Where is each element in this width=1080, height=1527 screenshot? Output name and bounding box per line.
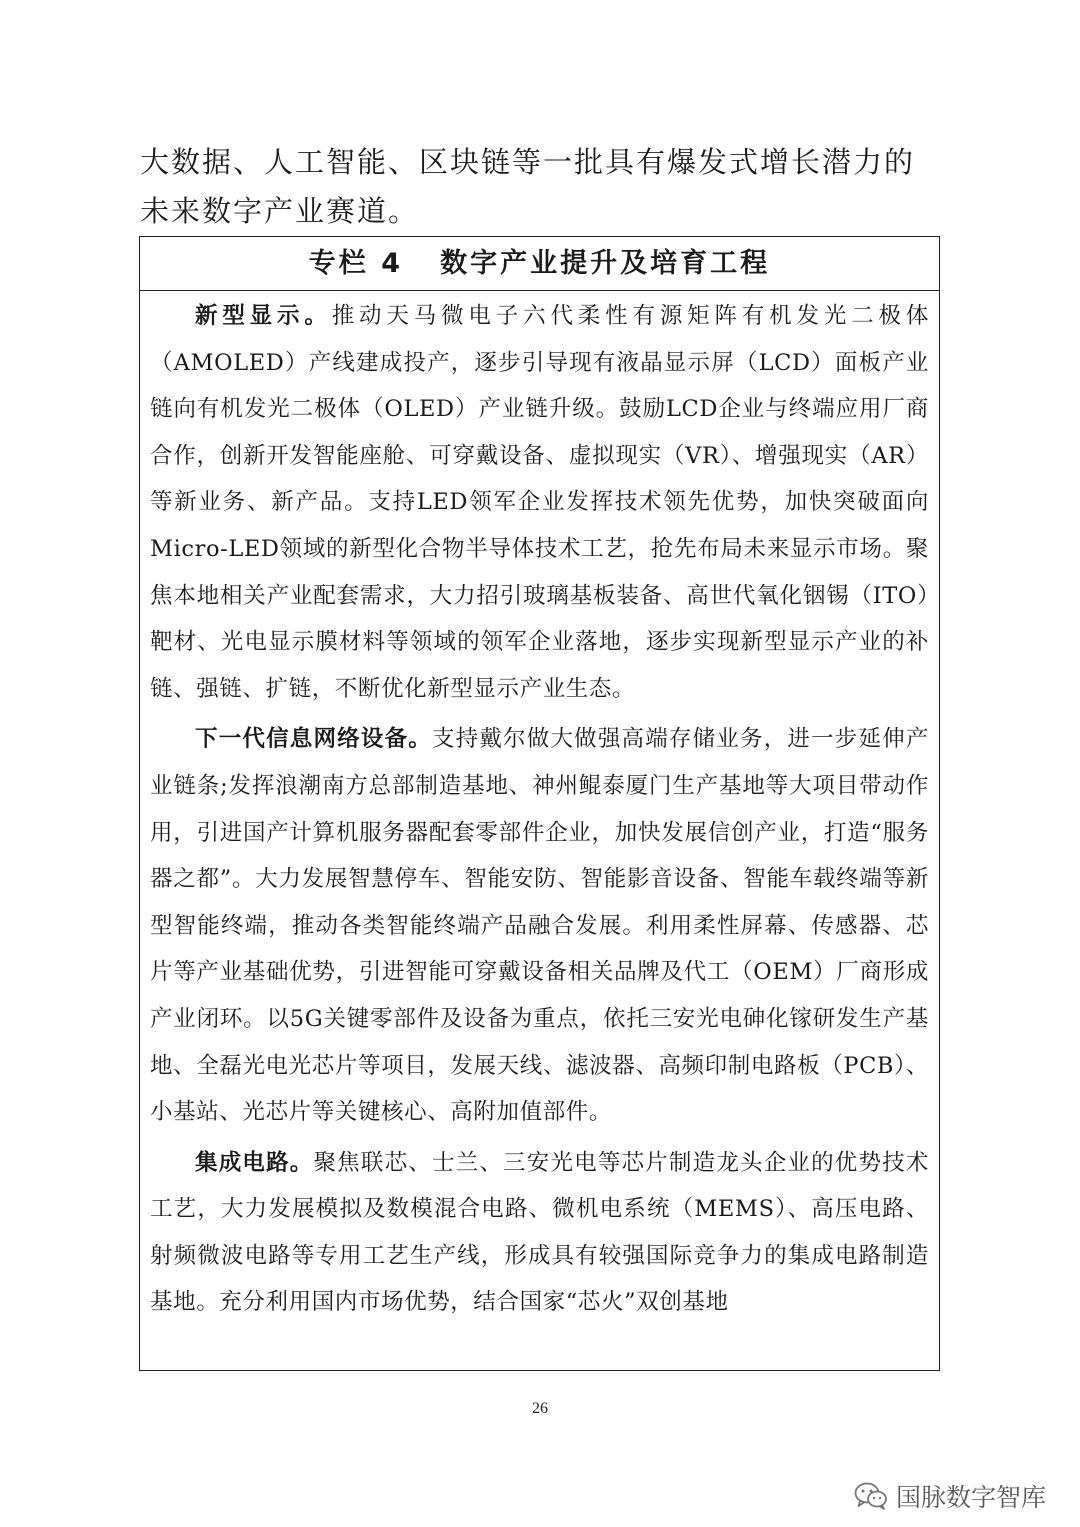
box-body: [140, 291, 939, 1326]
section-network-equipment: [150, 716, 929, 1135]
watermark: [854, 1478, 1046, 1514]
feature-box: [139, 236, 940, 1371]
section-lead: 下一代信息网络设备。: [195, 726, 432, 753]
wechat-icon: [854, 1482, 888, 1510]
section-text: 支持戴尔做大做强高端存储业务，进一步延伸产业链条;发挥浪潮南方总部制造基地、神州鲲泰厦门生产基地等大项目带动作用，引进国产计算机服务器配套零部件企业，加快发展信创产业，打造“服务器之都”。大力发展智慧停车、智能安防、智能影音设备、智能车载终端等新型智能终端，推动各类智能终端产品融合发展。利用柔性屏幕、传感器、芯片等产业基础优势，引进智能可穿戴设备相关品牌及代工（OEM）厂商形成产业闭环。以5G关键零部件及设备为重点，依托三安光电砷化镓研发生产基地、全磊光电光芯片等项目，发展天线、滤波器、高频印制电路板（PCB）、小基站、光芯片等关键核心、高附加值部件。: [150, 726, 929, 1126]
page-number: 26: [532, 1400, 548, 1417]
box-title: 专栏 4 数字产业提升及培育工程: [140, 237, 939, 291]
section-new-display: [150, 293, 929, 712]
section-integrated-circuit: [150, 1140, 929, 1326]
section-lead: 新型显示。: [195, 303, 332, 329]
watermark-text: 国脉数字智库: [895, 1483, 1046, 1512]
intro-paragraph: 大数据、人工智能、区块链等一批具有爆发式增长潜力的未来数字产业赛道。: [140, 145, 916, 228]
section-lead: 集成电路。: [195, 1149, 314, 1176]
section-text: 聚焦联芯、士兰、三安光电等芯片制造龙头企业的优势技术工艺，大力发展模拟及数模混合电路、微机电系统（MEMS）、高压电路、射频微波电路等专用工艺生产线，形成具有较强国际竞争力的集成电路制造基地。充分利用国内市场优势，结合国家“芯火”双创基地: [150, 1149, 929, 1316]
section-text: 推动天马微电子六代柔性有源矩阵有机发光二极体（AMOLED）产线建成投产，逐步引导现有液晶显示屏（LCD）面板产业链向有机发光二极体（OLED）产业链升级。鼓励LCD企业与终端应用厂商合作，创新开发智能座舱、可穿戴设备、虚拟现实（VR）、增强现实（AR）等新业务、新产品。支持LED领军企业发挥技术领先优势，加快突破面向Micro-LED领域的新型化合物半导体技术工艺，抢先布局未来显示市场。聚焦本地相关产业配套需求，大力招引玻璃基板装备、高世代氧化铟锡（ITO）靶材、光电显示膜材料等领域的领军企业落地，逐步实现新型显示产业的补链、强链、扩链，不断优化新型显示产业生态。: [150, 303, 929, 702]
